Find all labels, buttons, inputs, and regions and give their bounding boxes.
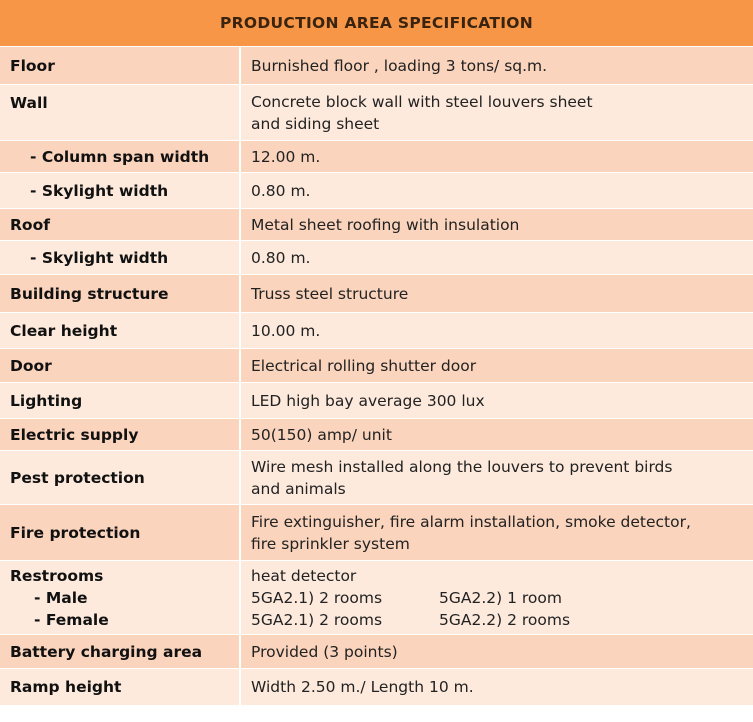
table-row (0, 349, 753, 383)
row-label-door: Door (0, 349, 240, 383)
table-row (0, 635, 753, 669)
row-value-roof: Metal sheet roofing with insulation (240, 209, 753, 241)
table-row (0, 313, 753, 349)
row-value-roof-skylight-width: 0.80 m. (240, 241, 753, 275)
table-row (0, 383, 753, 419)
row-value-restrooms (240, 561, 753, 635)
row-label-female: - Female (34, 610, 109, 629)
table-row (0, 47, 753, 85)
row-label-fire-protection: Fire protection (0, 505, 240, 561)
female-5ga21: 5GA2.1) 2 rooms (251, 610, 383, 629)
row-label-building-structure: Building structure (0, 275, 240, 313)
table-row (0, 561, 753, 635)
female-5ga22: 5GA2.2) 2 rooms (439, 610, 571, 629)
row-label-roof: Roof (0, 209, 240, 241)
table-row (0, 505, 753, 561)
row-value-clear-height: 10.00 m. (240, 313, 753, 349)
row-label-clear-height: Clear height (0, 313, 240, 349)
row-value-electric-supply: 50(150) amp/ unit (240, 419, 753, 451)
row-value-female (251, 609, 743, 631)
table-header-row (0, 0, 753, 47)
row-value-wall (240, 85, 753, 141)
table-row (0, 419, 753, 451)
bottom-strip (0, 718, 753, 722)
row-value-skylight-width: 0.80 m. (240, 173, 753, 209)
row-label-skylight-width: - Skylight width (0, 173, 240, 209)
row-label-pest-protection: Pest protection (0, 451, 240, 505)
row-value-fire-protection-line1: Fire extinguisher, fire alarm installation, smoke detector, (251, 512, 691, 531)
row-value-pest-protection-line2: and animals (251, 479, 346, 498)
row-value-fire-protection-line2: fire sprinkler system (251, 534, 410, 553)
row-label-electric-supply: Electric supply (0, 419, 240, 451)
male-5ga22: 5GA2.2) 1 room (439, 588, 562, 607)
row-value-ramp-height: Width 2.50 m./ Length 10 m. (240, 669, 753, 705)
row-value-pest-protection (240, 451, 753, 505)
table-row (0, 669, 753, 705)
table-row (0, 85, 753, 141)
row-label-wall: Wall (0, 85, 240, 141)
row-value-door: Electrical rolling shutter door (240, 349, 753, 383)
row-value-lighting: LED high bay average 300 lux (240, 383, 753, 419)
row-value-male (251, 587, 743, 609)
row-label-column-span-width: - Column span width (0, 141, 240, 173)
row-label-floor: Floor (0, 47, 240, 85)
male-5ga21: 5GA2.1) 2 rooms (251, 588, 383, 607)
row-label-male: - Male (34, 588, 88, 607)
table-row (0, 209, 753, 241)
table-row (0, 141, 753, 173)
row-value-wall-line1: Concrete block wall with steel louvers sheet (251, 92, 593, 111)
row-value-fire-protection (240, 505, 753, 561)
row-label-ramp-height: Ramp height (0, 669, 240, 705)
row-value-battery-charging-area: Provided (3 points) (240, 635, 753, 669)
table-row (0, 275, 753, 313)
row-label-roof-skylight-width: - Skylight width (0, 241, 240, 275)
table-row (0, 173, 753, 209)
row-value-building-structure: Truss steel structure (240, 275, 753, 313)
row-label-lighting: Lighting (0, 383, 240, 419)
row-label-battery-charging-area: Battery charging area (0, 635, 240, 669)
row-label-restrooms-cell (0, 561, 240, 635)
row-value-wall-line2: and siding sheet (251, 114, 380, 133)
table-title: PRODUCTION AREA SPECIFICATION (0, 0, 753, 47)
row-value-column-span-width: 12.00 m. (240, 141, 753, 173)
row-value-heat-detector: heat detector (251, 566, 357, 585)
table-row (0, 451, 753, 505)
row-value-pest-protection-line1: Wire mesh installed along the louvers to prevent birds (251, 457, 673, 476)
table-row (0, 241, 753, 275)
row-value-floor: Burnished floor , loading 3 tons/ sq.m. (240, 47, 753, 85)
row-label-restrooms: Restrooms (10, 566, 104, 585)
